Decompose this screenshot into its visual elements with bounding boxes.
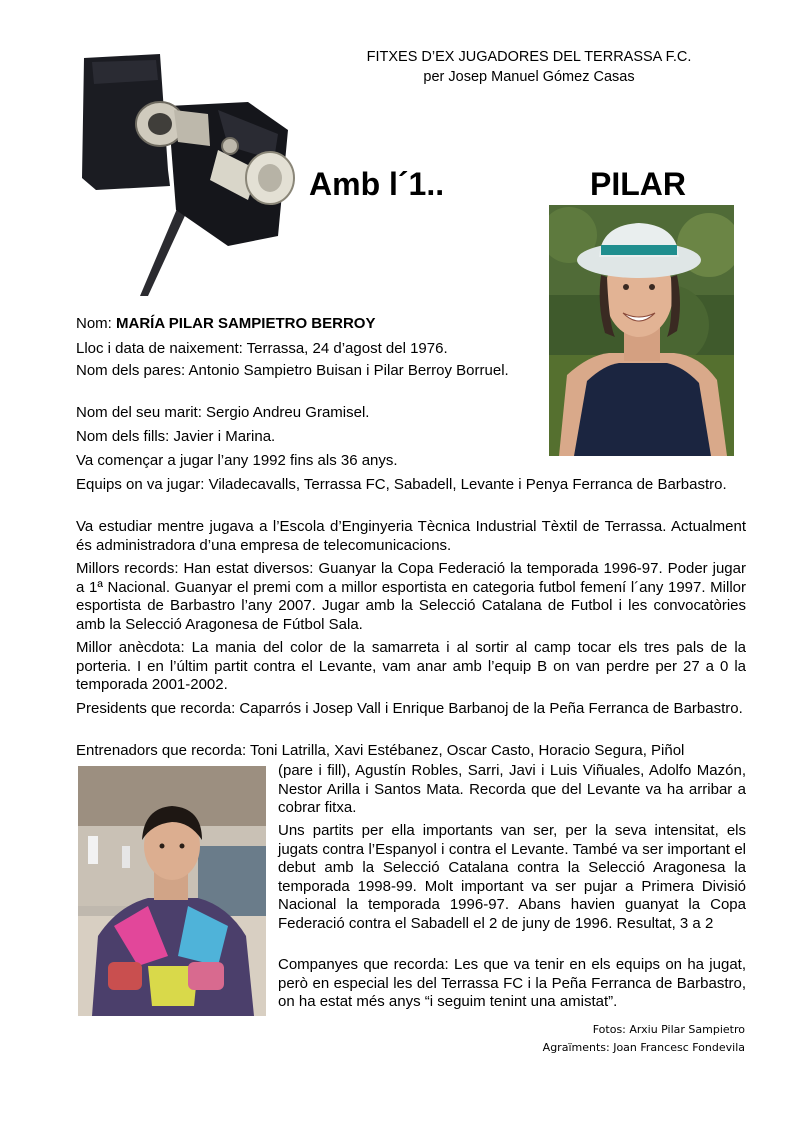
bio-parents: Nom dels pares: Antonio Sampietro Buisan i Pilar Berroy Borruel. (76, 362, 509, 379)
bio-name (76, 315, 746, 334)
credits-photos: Fotos: Arxiu Pilar Sampietro (592, 1023, 745, 1036)
bio-career: Va començar a jugar l’any 1992 fins als 36 anys. (76, 452, 398, 469)
bio-children: Nom dels fills: Javier i Marina. (76, 428, 276, 445)
bio-name-label: Nom: (76, 315, 112, 332)
credits (543, 1021, 745, 1057)
bio-name-value: MARÍA PILAR SAMPIETRO BERROY (116, 315, 376, 332)
loudspeaker-image (78, 50, 300, 298)
bio-husband: Nom del seu marit: Sergio Andreu Gramisel. (76, 404, 370, 421)
document-header (300, 47, 758, 87)
bio-teams: Equips on va jugar: Viladecavalls, Terrassa FC, Sabadell, Levante i Penya Ferranca de Barbastro. (76, 476, 727, 493)
credits-thanks: Agraïments: Joan Francesc Fondevila (542, 1041, 745, 1054)
bio-studies: Va estudiar mentre jugava a l’Escola d’Enginyeria Tècnica Industrial Tèxtil de Terrassa. Actualment és administradora d’una empresa de telecomunicacions. (76, 518, 746, 554)
bio-presidents: Presidents que recorda: Caparrós i Josep Vall i Enrique Barbanoj de la Peña Ferranca de Barbastro. (76, 700, 743, 717)
bio-teammates: Companyes que recorda: Les que va tenir en els equips on ha jugat, però en especial les del Terrassa FC i la Peña Ferranca de Barbastro, on ha estat més anys “i seguim tenint una amistat”. (278, 956, 746, 1010)
bio-records: Millors records: Han estat diversos: Guanyar la Copa Federació la temporada 1996-97. Poder jugar a 1ª Nacional. Guanyar el premi com a millor esportista en categoria futbol femení l´any 1997. Millor esportista de Barbastro l’any 2007. Jugar amb la Selecció Catalana de Futbol i les convocatòries amb la Selecció Aragonesa de Fútbol Sala. (76, 560, 746, 633)
title-amb-l1: Amb l´1.. (309, 166, 445, 202)
header-series-title: FITXES D’EX JUGADORES DEL TERRASSA F.C. (366, 49, 692, 65)
bio-matches: Uns partits per ella importants van ser, per la seva intensitat, els jugats contra l’Espanyol i contra el Levante. També va ser important el debut amb la Selecció Catalana contra la Selecció Aragonesa la temporada 1998-99. Molt important va ser pujar a Primera Divisió Nacional la temporada 1996-97. Abans havien guanyat la Copa Federació contra el Sabadell el 2 de juny de 1996. Resultat, 3 a 2 (278, 822, 746, 932)
bio-anecdote: Millor anècdota: La mania del color de la samarreta i al sortir al camp tocar els tres pals de la porteria. I en l’últim partit contra el Levante, vam anar amb l’equip B on van perdre per 27 a 0 la temporada 2001-2002. (76, 639, 746, 693)
title-pilar: PILAR (590, 166, 686, 202)
goalkeeper-photo (78, 766, 266, 1016)
header-author: per Josep Manuel Gómez Casas (423, 69, 635, 85)
bio-coaches-rest: (pare i fill), Agustín Robles, Sarri, Javi i Luis Viñuales, Adolfo Mazón, Nestor Arilla i Santos Mata. Recorda que del Levante va ha arribar a cobrar fitxa. (278, 762, 746, 816)
bio-birth: Lloc i data de naixement: Terrassa, 24 d’agost del 1976. (76, 340, 448, 357)
bio-coaches-line1: Entrenadors que recorda: Toni Latrilla, Xavi Estébanez, Oscar Casto, Horacio Segura, Piñol (76, 742, 685, 759)
